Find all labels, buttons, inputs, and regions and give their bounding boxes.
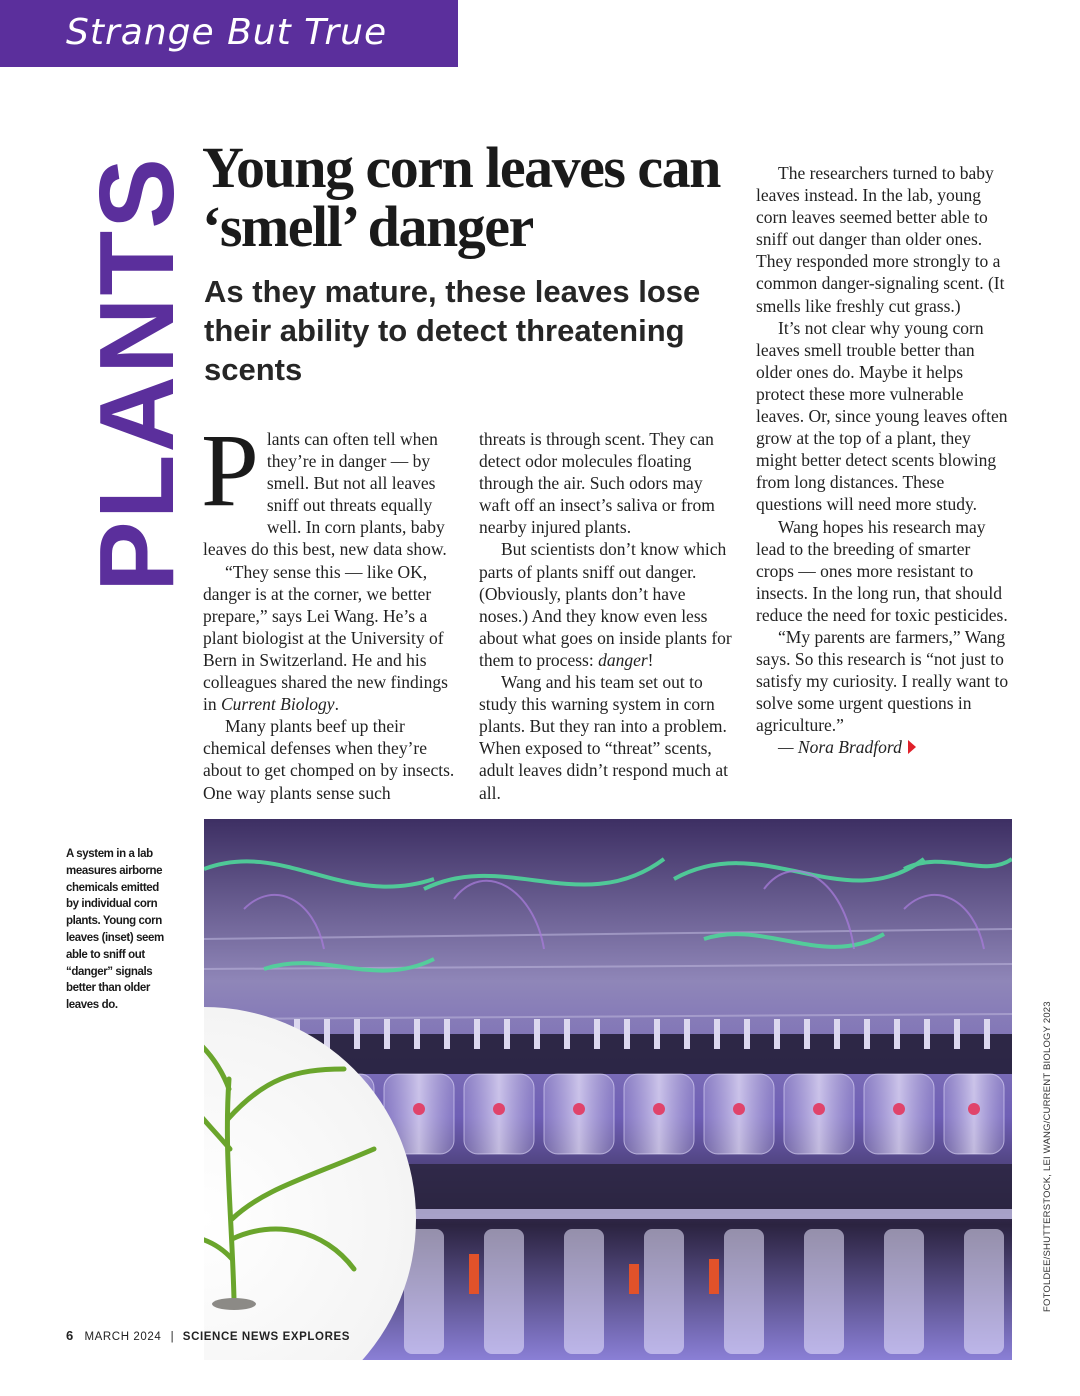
paragraph — [203, 561, 455, 716]
article-column-2 — [479, 428, 733, 804]
lab-photo — [204, 819, 1012, 1360]
paragraph: threats is through scent. They can detect odor molecules floating through the air. Such odors may waft off an insect’s saliva or from nearby injured plants. — [479, 429, 715, 538]
article-dek: As they mature, these leaves lose their ability to detect threatening scents — [204, 274, 701, 387]
page-footer — [66, 1328, 350, 1346]
issue-date: MARCH 2024 — [84, 1331, 162, 1343]
publication-name: SCIENCE NEWS EXPLORES — [182, 1331, 351, 1343]
paragraph: “My parents are farmers,” Wang says. So this research is “not just to satisfy my curiosity. I really want to solve some urgent questions in agriculture.” — [756, 626, 1009, 736]
paragraph-text: . — [334, 694, 339, 715]
article-column-3 — [756, 162, 1012, 759]
paragraph-text: ! — [647, 649, 654, 670]
paragraph: The researchers turned to baby leaves instead. In the lab, young corn leaves seemed better able to sniff out danger than older ones. They responded more strongly to a common danger-signaling scent. (It smells like freshly cut grass.) — [756, 163, 1005, 316]
paragraph — [201, 413, 455, 561]
author-name: — Nora Bradford — [778, 737, 902, 758]
paragraph: Many plants beef up their chemical defenses when they’re about to get chomped on by insects. One way plants sense such — [203, 716, 455, 803]
paragraph: Wang and his team set out to study this warning system in corn plants. But they ran into a problem. When exposed to “threat” scents, adult leaves didn’t respond much at all. — [479, 672, 728, 803]
end-mark-icon — [908, 740, 916, 754]
photo-caption: A system in a lab measures airborne chemicals emitted by individual corn plants. Young corn leaves (inset) seem able to sniff out “danger” signals better than older leaves do. — [66, 848, 164, 1012]
emphasis: danger — [598, 649, 648, 670]
footer-separator: | — [170, 1331, 174, 1343]
paragraph: Wang hopes his research may lead to the breeding of smarter crops — ones more resistant to insects. In the long run, that should reduce the need for toxic pesticides. — [756, 516, 1008, 625]
paragraph — [479, 538, 733, 671]
paragraph-text: But scientists don’t know which parts of plants sniff out danger. (Obviously, plants don’t have noses.) And they know even less about what goes on inside plants for them to process: — [479, 539, 732, 670]
article-column-1 — [201, 413, 455, 804]
paragraph-text: “They sense this — like OK, danger is at the corner, we better prepare,” says Lei Wang. He’s a plant biologist at the University of Bern in Switzerland. He and his colleagues shared the new findings in — [203, 561, 448, 715]
section-label: PLANTS — [78, 156, 196, 592]
byline — [756, 736, 1012, 758]
paragraph-text: lants can often tell when they’re in danger — by smell. But not all leaves sniff out threats equally well. In corn plants, baby leaves do this best, new data show. — [203, 429, 447, 560]
department-label: Strange But True — [66, 12, 388, 53]
page-number: 6 — [66, 1328, 74, 1343]
photo-credit: FOTOLDEE/SHUTTERSTOCK, LEI WANG/CURRENT BIOLOGY 2023 — [1042, 1001, 1053, 1312]
journal-name: Current Biology — [221, 694, 335, 715]
drop-cap: P — [201, 413, 259, 528]
article-headline: Young corn leaves can ‘smell’ danger — [202, 135, 720, 259]
paragraph: It’s not clear why young corn leaves smell trouble better than older ones do. Maybe it helps protect these more vulnerable leaves. Or, since young leaves often grow at the top of a plant, they might better detect scents blowing from long distances. These questions will need more study. — [756, 317, 1008, 515]
department-banner — [0, 0, 458, 67]
